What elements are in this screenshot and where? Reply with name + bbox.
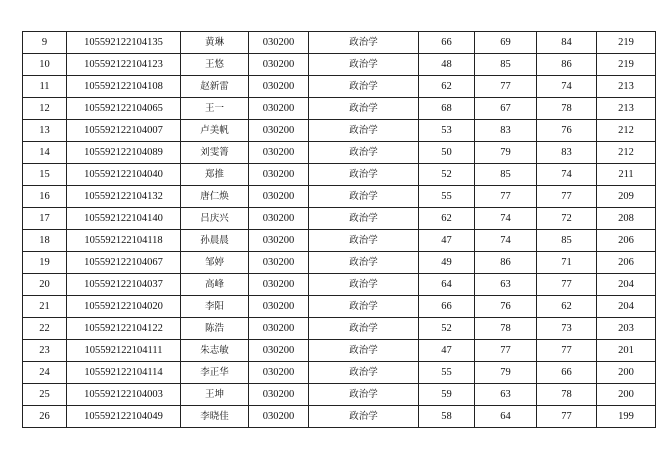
score3-cell: 85 [537, 230, 597, 252]
subject-cell: 政治学 [309, 208, 419, 230]
score1-cell: 58 [419, 406, 475, 428]
score2-cell: 77 [475, 76, 537, 98]
row-number-cell: 23 [23, 340, 67, 362]
row-number-cell: 25 [23, 384, 67, 406]
subject-cell: 政治学 [309, 54, 419, 76]
exam-id-cell: 105592122104067 [67, 252, 181, 274]
major-code-cell: 030200 [249, 318, 309, 340]
row-number-cell: 12 [23, 98, 67, 120]
table-row [23, 142, 656, 164]
score3-cell: 78 [537, 98, 597, 120]
exam-id-cell: 105592122104108 [67, 76, 181, 98]
subject-cell: 政治学 [309, 340, 419, 362]
score1-cell: 47 [419, 340, 475, 362]
major-code-cell: 030200 [249, 230, 309, 252]
major-code-cell: 030200 [249, 142, 309, 164]
major-code-cell: 030200 [249, 186, 309, 208]
exam-id-cell: 105592122104007 [67, 120, 181, 142]
table-row [23, 230, 656, 252]
row-number-cell: 15 [23, 164, 67, 186]
name-cell: 李晓佳 [181, 406, 249, 428]
row-number-cell: 19 [23, 252, 67, 274]
total-cell: 200 [597, 362, 656, 384]
name-cell: 刘雯箐 [181, 142, 249, 164]
exam-id-cell: 105592122104020 [67, 296, 181, 318]
name-cell: 王坤 [181, 384, 249, 406]
total-cell: 203 [597, 318, 656, 340]
major-code-cell: 030200 [249, 406, 309, 428]
score3-cell: 78 [537, 384, 597, 406]
subject-cell: 政治学 [309, 186, 419, 208]
score1-cell: 53 [419, 120, 475, 142]
row-number-cell: 18 [23, 230, 67, 252]
total-cell: 212 [597, 142, 656, 164]
row-number-cell: 10 [23, 54, 67, 76]
exam-id-cell: 105592122104122 [67, 318, 181, 340]
total-cell: 206 [597, 230, 656, 252]
major-code-cell: 030200 [249, 164, 309, 186]
score3-cell: 77 [537, 406, 597, 428]
score2-cell: 74 [475, 208, 537, 230]
name-cell: 吕庆兴 [181, 208, 249, 230]
exam-id-cell: 105592122104135 [67, 32, 181, 54]
table-row [23, 208, 656, 230]
major-code-cell: 030200 [249, 32, 309, 54]
major-code-cell: 030200 [249, 384, 309, 406]
exam-id-cell: 105592122104037 [67, 274, 181, 296]
row-number-cell: 11 [23, 76, 67, 98]
table-row [23, 32, 656, 54]
name-cell: 黄琳 [181, 32, 249, 54]
exam-id-cell: 105592122104111 [67, 340, 181, 362]
score3-cell: 71 [537, 252, 597, 274]
row-number-cell: 14 [23, 142, 67, 164]
exam-id-cell: 105592122104114 [67, 362, 181, 384]
score3-cell: 77 [537, 340, 597, 362]
table-row [23, 362, 656, 384]
major-code-cell: 030200 [249, 98, 309, 120]
score2-cell: 67 [475, 98, 537, 120]
score1-cell: 52 [419, 164, 475, 186]
table-row [23, 340, 656, 362]
table-row [23, 186, 656, 208]
score2-cell: 77 [475, 186, 537, 208]
total-cell: 206 [597, 252, 656, 274]
table-row [23, 76, 656, 98]
score1-cell: 55 [419, 362, 475, 384]
total-cell: 219 [597, 32, 656, 54]
score1-cell: 66 [419, 32, 475, 54]
score3-cell: 74 [537, 164, 597, 186]
score3-cell: 72 [537, 208, 597, 230]
major-code-cell: 030200 [249, 362, 309, 384]
score2-cell: 78 [475, 318, 537, 340]
subject-cell: 政治学 [309, 142, 419, 164]
total-cell: 211 [597, 164, 656, 186]
score3-cell: 74 [537, 76, 597, 98]
score3-cell: 77 [537, 186, 597, 208]
subject-cell: 政治学 [309, 98, 419, 120]
exam-id-cell: 105592122104123 [67, 54, 181, 76]
name-cell: 陈浩 [181, 318, 249, 340]
exam-id-cell: 105592122104040 [67, 164, 181, 186]
row-number-cell: 9 [23, 32, 67, 54]
score1-cell: 66 [419, 296, 475, 318]
score1-cell: 64 [419, 274, 475, 296]
score1-cell: 48 [419, 54, 475, 76]
score1-cell: 50 [419, 142, 475, 164]
total-cell: 204 [597, 274, 656, 296]
row-number-cell: 20 [23, 274, 67, 296]
exam-id-cell: 105592122104132 [67, 186, 181, 208]
exam-id-cell: 105592122104118 [67, 230, 181, 252]
row-number-cell: 22 [23, 318, 67, 340]
major-code-cell: 030200 [249, 120, 309, 142]
exam-id-cell: 105592122104003 [67, 384, 181, 406]
score2-cell: 85 [475, 164, 537, 186]
score3-cell: 83 [537, 142, 597, 164]
subject-cell: 政治学 [309, 296, 419, 318]
subject-cell: 政治学 [309, 318, 419, 340]
score-table [22, 31, 656, 428]
subject-cell: 政治学 [309, 32, 419, 54]
major-code-cell: 030200 [249, 274, 309, 296]
score3-cell: 84 [537, 32, 597, 54]
score2-cell: 63 [475, 384, 537, 406]
score1-cell: 68 [419, 98, 475, 120]
major-code-cell: 030200 [249, 296, 309, 318]
name-cell: 朱志敏 [181, 340, 249, 362]
major-code-cell: 030200 [249, 252, 309, 274]
total-cell: 209 [597, 186, 656, 208]
score2-cell: 77 [475, 340, 537, 362]
row-number-cell: 13 [23, 120, 67, 142]
name-cell: 卢美帆 [181, 120, 249, 142]
score1-cell: 47 [419, 230, 475, 252]
score2-cell: 76 [475, 296, 537, 318]
score2-cell: 86 [475, 252, 537, 274]
total-cell: 213 [597, 76, 656, 98]
name-cell: 邹婷 [181, 252, 249, 274]
major-code-cell: 030200 [249, 208, 309, 230]
table-row [23, 274, 656, 296]
table-row [23, 98, 656, 120]
table-row [23, 164, 656, 186]
subject-cell: 政治学 [309, 230, 419, 252]
score1-cell: 49 [419, 252, 475, 274]
table-row [23, 406, 656, 428]
total-cell: 213 [597, 98, 656, 120]
subject-cell: 政治学 [309, 274, 419, 296]
subject-cell: 政治学 [309, 120, 419, 142]
total-cell: 201 [597, 340, 656, 362]
name-cell: 李阳 [181, 296, 249, 318]
row-number-cell: 26 [23, 406, 67, 428]
score2-cell: 79 [475, 362, 537, 384]
exam-id-cell: 105592122104089 [67, 142, 181, 164]
score2-cell: 83 [475, 120, 537, 142]
major-code-cell: 030200 [249, 54, 309, 76]
score2-cell: 79 [475, 142, 537, 164]
table-row [23, 384, 656, 406]
name-cell: 王一 [181, 98, 249, 120]
row-number-cell: 16 [23, 186, 67, 208]
total-cell: 200 [597, 384, 656, 406]
name-cell: 王悠 [181, 54, 249, 76]
table-row [23, 318, 656, 340]
score1-cell: 62 [419, 208, 475, 230]
table-body [23, 32, 656, 428]
name-cell: 唐仁焕 [181, 186, 249, 208]
score3-cell: 73 [537, 318, 597, 340]
row-number-cell: 24 [23, 362, 67, 384]
score1-cell: 62 [419, 76, 475, 98]
subject-cell: 政治学 [309, 384, 419, 406]
subject-cell: 政治学 [309, 76, 419, 98]
score3-cell: 77 [537, 274, 597, 296]
subject-cell: 政治学 [309, 406, 419, 428]
subject-cell: 政治学 [309, 164, 419, 186]
name-cell: 高峰 [181, 274, 249, 296]
score2-cell: 74 [475, 230, 537, 252]
table-row [23, 120, 656, 142]
row-number-cell: 21 [23, 296, 67, 318]
score-sheet [22, 31, 635, 428]
score2-cell: 85 [475, 54, 537, 76]
subject-cell: 政治学 [309, 362, 419, 384]
major-code-cell: 030200 [249, 76, 309, 98]
table-row [23, 296, 656, 318]
name-cell: 李正华 [181, 362, 249, 384]
exam-id-cell: 105592122104065 [67, 98, 181, 120]
score3-cell: 62 [537, 296, 597, 318]
total-cell: 204 [597, 296, 656, 318]
score3-cell: 86 [537, 54, 597, 76]
exam-id-cell: 105592122104049 [67, 406, 181, 428]
name-cell: 郑推 [181, 164, 249, 186]
total-cell: 212 [597, 120, 656, 142]
table-row [23, 252, 656, 274]
table-row [23, 54, 656, 76]
name-cell: 孙晨晨 [181, 230, 249, 252]
name-cell: 赵新雷 [181, 76, 249, 98]
score1-cell: 55 [419, 186, 475, 208]
score1-cell: 52 [419, 318, 475, 340]
score1-cell: 59 [419, 384, 475, 406]
exam-id-cell: 105592122104140 [67, 208, 181, 230]
total-cell: 219 [597, 54, 656, 76]
score3-cell: 76 [537, 120, 597, 142]
total-cell: 208 [597, 208, 656, 230]
score2-cell: 69 [475, 32, 537, 54]
score2-cell: 64 [475, 406, 537, 428]
score3-cell: 66 [537, 362, 597, 384]
row-number-cell: 17 [23, 208, 67, 230]
subject-cell: 政治学 [309, 252, 419, 274]
total-cell: 199 [597, 406, 656, 428]
major-code-cell: 030200 [249, 340, 309, 362]
score2-cell: 63 [475, 274, 537, 296]
